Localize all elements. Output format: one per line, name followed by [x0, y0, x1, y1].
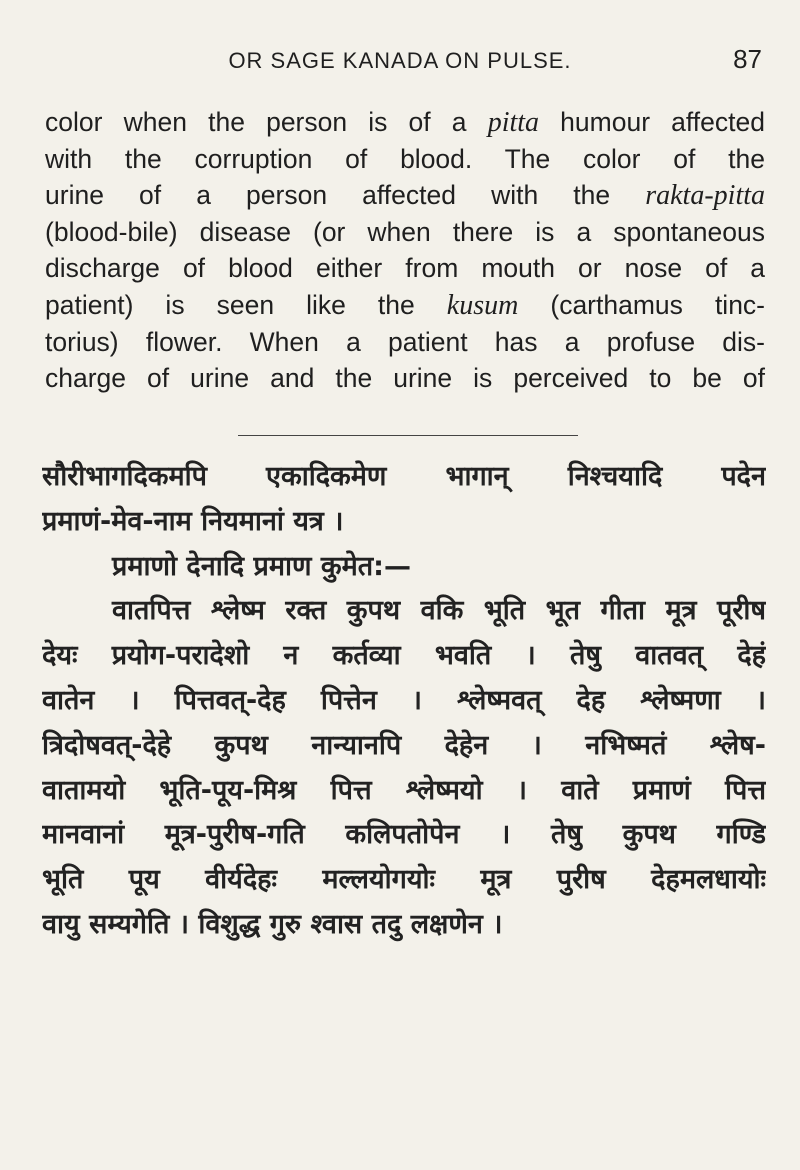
english-line: charge of urine and the urine is perceived to be of — [45, 363, 765, 394]
sanskrit-line: प्रमाणो देनादि प्रमाण कुमेत:— — [112, 550, 411, 582]
english-line: torius) flower. When a patient has a profuse dis- — [45, 326, 765, 357]
english-line: discharge of blood either from mouth or nose of a — [45, 253, 765, 284]
english-line: patient) is seen like the kusum (carthamus tinc- — [45, 289, 766, 321]
sanskrit-line: वायु सम्यगेति । विशुद्ध गुरु श्वास तदु लक्षणेन । — [42, 908, 503, 940]
sanskrit-line: वातेन । पित्तवत्-देह पित्तेन । श्लेष्मवत् देह श्लेष्मणा । — [42, 684, 766, 716]
sanskrit-line: सौरीभागदिकमपि एकादिकमेण भागान् निश्चयादि पदेन — [42, 461, 766, 492]
sanskrit-line: त्रिदोषवत्-देहे कुपथ नान्यानपि देहेन । नभिष्मतं श्लेष- — [42, 729, 766, 761]
running-head: OR SAGE KANADA ON PULSE. — [228, 48, 572, 73]
english-line: (blood-bile) disease (or when there is a spontaneous — [45, 216, 765, 247]
sanskrit-line: वातामयो भूति-पूय-मिश्र पित्त श्लेष्मयो । वाते प्रमाणं पित्त — [42, 774, 766, 806]
sanskrit-line: भूति पूय वीर्यदेहः मल्लयोगयोः मूत्र पुरीष देहमलधायोः — [42, 864, 766, 896]
section-divider — [238, 435, 578, 436]
english-paragraph — [45, 104, 765, 397]
italic-term: rakta-pitta — [645, 180, 765, 212]
page-number: 87 — [733, 44, 762, 74]
sanskrit-line: मानवानां मूत्र-पुरीष-गति कलिपतोपेन । तेषु कुपथ गण्डि — [42, 819, 766, 851]
sanskrit-passage — [42, 455, 766, 948]
sanskrit-line: देयः प्रयोग-परादेशो न कर्तव्या भवति । तेषु वातवत् देहं — [42, 640, 766, 672]
page-header — [0, 44, 800, 80]
english-line: urine of a person affected with the rakta-pitta — [45, 180, 765, 212]
english-line: with the corruption of blood. The color of the — [45, 143, 765, 174]
italic-term: kusum — [446, 289, 519, 321]
sanskrit-line: वातपित्त श्लेष्म रक्त कुपथ वकि भूति भूत गीता मूत्र पूरीष — [112, 595, 766, 627]
english-line: color when the person is of a pitta humour affected — [45, 107, 765, 138]
sanskrit-line: प्रमाणं-मेव-नाम नियमानां यत्र । — [42, 505, 344, 537]
italic-term: pitta — [487, 107, 540, 138]
